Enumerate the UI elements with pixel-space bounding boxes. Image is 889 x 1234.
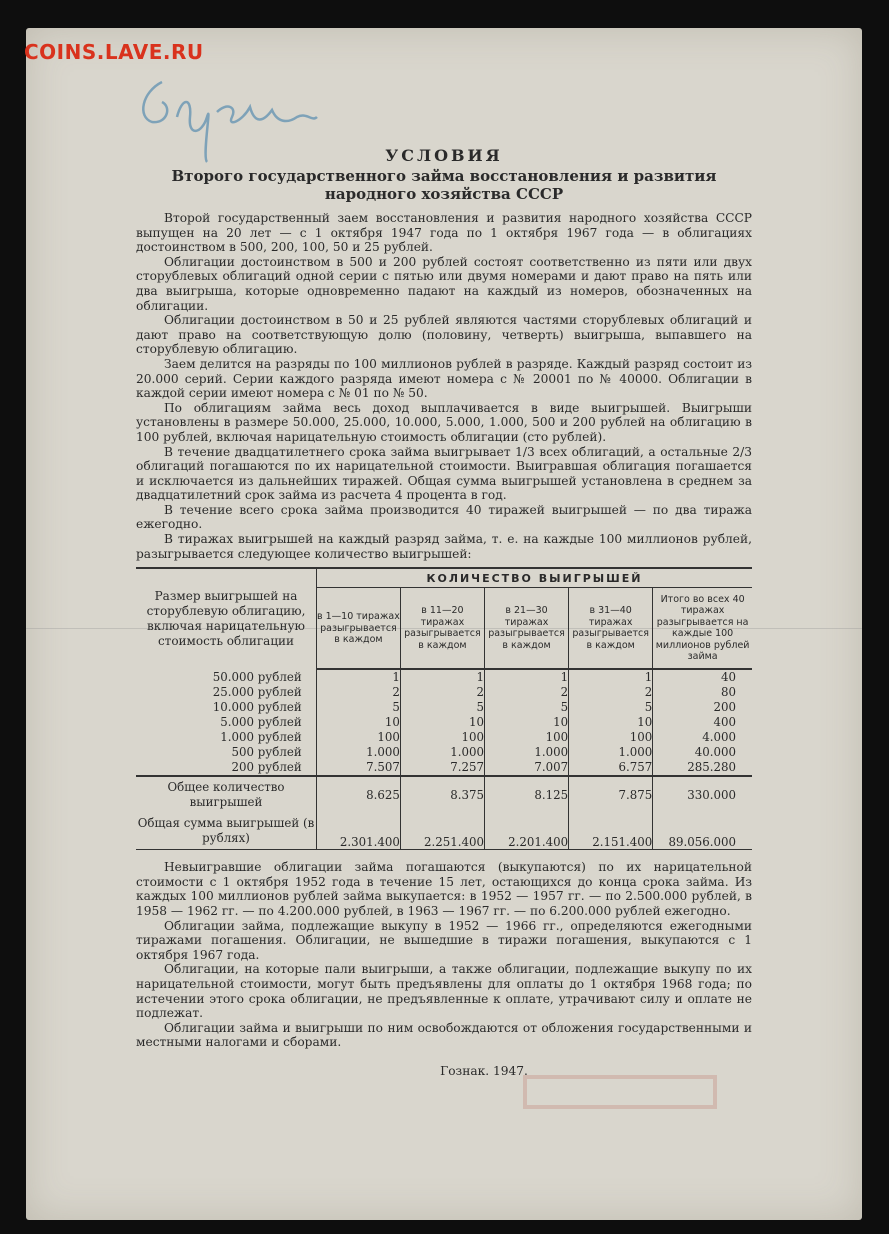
prize-amount bbox=[136, 700, 317, 715]
prize-amount bbox=[136, 730, 317, 745]
table-cell: 10 bbox=[569, 715, 653, 730]
table-cell: 2 bbox=[400, 685, 484, 700]
subtitle-line-2: народного хозяйства СССР bbox=[324, 185, 564, 203]
table-cell: 4.000 bbox=[702, 730, 736, 745]
table-cell: 7.507 bbox=[317, 760, 401, 776]
table-cell: 1 bbox=[569, 669, 653, 685]
table-row bbox=[136, 685, 752, 700]
prize-amount-value: 25.000 bbox=[212, 685, 254, 700]
table-cell: 1 bbox=[317, 669, 401, 685]
paragraph: Облигации достоинством в 50 и 25 рублей являются частями сторублевых облигаций и дают право на соответствующую долю (половину, четверть) выигрыша, выпавшего на сторублевую облигацию. bbox=[136, 313, 752, 357]
table-cell: 89.056.000 bbox=[653, 813, 752, 850]
total-sum-label: Общая сумма выигрышей (в рублях) bbox=[136, 813, 317, 850]
table-cell: 5 bbox=[317, 700, 401, 715]
table-cell: 5 bbox=[400, 700, 484, 715]
paragraph: Облигации займа, подлежащие выкупу в 1952 — 1966 гг., определяются ежегодными тиражами погашения. Облигации, не вышедшие в тиражи погашения, выкупаются с 1 октября 1967 года. bbox=[136, 918, 752, 962]
table-cell: 2 bbox=[569, 685, 653, 700]
table-cell: 8.125 bbox=[484, 776, 568, 813]
table-row-total-sum bbox=[136, 813, 752, 850]
table-cell: 1.000 bbox=[317, 745, 401, 760]
winnings-table bbox=[136, 567, 752, 850]
table-cell: 10 bbox=[317, 715, 401, 730]
table-cell: 7.007 bbox=[484, 760, 568, 776]
prize-amount bbox=[136, 669, 317, 685]
table-cell: 2 bbox=[317, 685, 401, 700]
table-cell: 1.000 bbox=[569, 745, 653, 760]
paragraph: Облигации достоинством в 500 и 200 рублей состоят соответственно из пяти или двух сторублевых облигаций одной серии с пятью или двумя номерами и дают право на пять или два выигрыша, которые одновременно падают на каждый из номеров, обозначенных на облигации. bbox=[136, 254, 752, 313]
table-cell: 200 bbox=[713, 700, 736, 715]
table-cell: 2.151.400 bbox=[569, 813, 653, 850]
table-cell: 5 bbox=[569, 700, 653, 715]
faded-stamp-icon bbox=[520, 1072, 720, 1112]
table-cell: 2.301.400 bbox=[317, 813, 401, 850]
prize-amount-unit: рублей bbox=[257, 745, 302, 760]
paragraph: Заем делится на разряды по 100 миллионов рублей в разряде. Каждый разряд состоит из 20.000 серий. Серии каждого разряда имеют номера с № 20001 по № 40000. Облигации в каждой серии имеют номера с № 01 по № 50. bbox=[136, 356, 752, 401]
paragraph: Второй государственный заем восстановления и развития народного хозяйства СССР выпущен на 20 лет — с 1 октября 1947 года по 1 октября 1967 года — в облигациях достоинством в 500, 200, 100, 50 и 25 рублей. bbox=[136, 211, 752, 255]
paragraph: В тиражах выигрышей на каждый разряд займа, т. е. на каждые 100 миллионов рублей, разыгрывается следующее количество выигрышей: bbox=[136, 532, 752, 561]
table-cell: 80 bbox=[720, 685, 736, 700]
prize-amount-unit: рублей bbox=[257, 700, 302, 715]
table-row bbox=[136, 715, 752, 730]
prize-amount-value: 50.000 bbox=[212, 669, 254, 684]
prize-amount-value: 500 bbox=[231, 745, 254, 760]
table-cell: 6.757 bbox=[569, 760, 653, 776]
table-cell: 1 bbox=[400, 669, 484, 685]
table-cell: 10 bbox=[400, 715, 484, 730]
table-cell: 1.000 bbox=[400, 745, 484, 760]
paragraph: По облигациям займа весь доход выплачивается в виде выигрышей. Выигрыши установлены в размере 50.000, 25.000, 10.000, 5.000, 1.000, 500 и 200 рублей на облигацию в 100 рублей, включая нарицательную стоимость облигации (сто рублей). bbox=[136, 400, 752, 444]
column-header: в 31—40 тиражах разыгрывается в каждом bbox=[569, 588, 653, 670]
prize-amount-unit: рублей bbox=[257, 715, 302, 730]
column-header: в 11—20 тиражах разыгрывается в каждом bbox=[400, 588, 484, 670]
table-cell: 400 bbox=[713, 715, 736, 730]
table-cell: 100 bbox=[569, 730, 653, 745]
table-cell: 40.000 bbox=[694, 745, 736, 760]
prize-amount-unit: рублей bbox=[257, 669, 302, 684]
table-cell: 285.280 bbox=[687, 760, 736, 775]
paragraph: В течение двадцатилетнего срока займа выигрывает 1/3 всех облигаций, а остальные 2/3 облигаций погашаются по их нарицательной стоимости. Выигравшая облигация погашается и исключается из дальнейших тиражей. Общая сумма выигрышей установлена в среднем за двадцатилетний срок займа из расчета 4 процента в год. bbox=[136, 444, 752, 503]
table-cell: 100 bbox=[400, 730, 484, 745]
table-body bbox=[136, 669, 752, 776]
table-cell: 330.000 bbox=[653, 776, 752, 813]
watermark: COINS.LAVE.RU bbox=[24, 40, 204, 64]
table-row-header: Размер выигрышей на сторублевую облигацию, включая нарицательную стоимость облигации bbox=[136, 568, 317, 669]
prize-amount-unit: рублей bbox=[257, 685, 302, 700]
document-body bbox=[136, 146, 752, 1078]
total-count-label: Общее количество выигрышей bbox=[136, 776, 317, 813]
table-row-total-count bbox=[136, 776, 752, 813]
column-header: в 21—30 тиражах разыгрывается в каждом bbox=[484, 588, 568, 670]
table-cell: 1.000 bbox=[484, 745, 568, 760]
column-header: Итого во всех 40 тиражах разыгрывается на каждые 100 миллионов рублей займа bbox=[653, 588, 752, 670]
table-cell: 2 bbox=[484, 685, 568, 700]
prize-amount bbox=[136, 715, 317, 730]
table-row bbox=[136, 700, 752, 715]
table-cell: 7.875 bbox=[569, 776, 653, 813]
table-cell: 1 bbox=[484, 669, 568, 685]
column-header: в 1—10 тиражах разыгрывается в каждом bbox=[317, 588, 401, 670]
table-cell: 2.251.400 bbox=[400, 813, 484, 850]
document-subtitle bbox=[136, 167, 752, 203]
prize-amount-value: 10.000 bbox=[212, 700, 254, 715]
table-cell: 8.375 bbox=[400, 776, 484, 813]
table-cell: 40 bbox=[720, 670, 736, 685]
paragraph: Облигации, на которые пали выигрыши, а также облигации, подлежащие выкупу по их нарицательной стоимости, могут быть предъявлены для оплаты до 1 октября 1968 года; по истечении этого срока облигации, не предъявленные к оплате, утрачивают силу и оплате не подлежат. bbox=[136, 962, 752, 1021]
paragraph: В течение всего срока займа производится 40 тиражей выигрышей — по два тиража ежегодно. bbox=[136, 502, 752, 532]
table-row bbox=[136, 760, 752, 776]
table-cell: 5 bbox=[484, 700, 568, 715]
subtitle-line-1: Второго государственного займа восстановления и развития bbox=[171, 167, 717, 185]
prize-amount bbox=[136, 760, 317, 776]
prize-amount bbox=[136, 685, 317, 700]
prize-amount-value: 1.000 bbox=[220, 730, 254, 745]
table-cell: 7.257 bbox=[400, 760, 484, 776]
table-cell: 10 bbox=[484, 715, 568, 730]
table-row bbox=[136, 730, 752, 745]
table-cell: 100 bbox=[317, 730, 401, 745]
printer-imprint: Гознак. 1947. bbox=[440, 1063, 528, 1078]
table-cell: 100 bbox=[484, 730, 568, 745]
table-cell: 2.201.400 bbox=[484, 813, 568, 850]
table-row bbox=[136, 669, 752, 685]
prize-amount-unit: рублей bbox=[257, 730, 302, 745]
prize-amount-value: 5.000 bbox=[220, 715, 254, 730]
prize-amount-unit: рублей bbox=[257, 760, 302, 775]
table-group-header: КОЛИЧЕСТВО ВЫИГРЫШЕЙ bbox=[317, 568, 753, 588]
prize-amount bbox=[136, 745, 317, 760]
prize-amount-value: 200 bbox=[231, 760, 254, 775]
paragraph: Невыигравшие облигации займа погашаются (выкупаются) по их нарицательной стоимости с 1 октября 1952 года в течение 15 лет, остающихся до конца срока займа. Из каждых 100 миллионов рублей займа выкупается: в 1952 — 1957 гг. — по 2.500.000 рублей, в 1958 — 1962 гг. — по 4.200.000 рублей, в 1963 — 1967 гг. — по 6.200.000 рублей ежегодно. bbox=[136, 860, 752, 919]
table-cell: 8.625 bbox=[317, 776, 401, 813]
table-row bbox=[136, 745, 752, 760]
document-title: УСЛОВИЯ bbox=[385, 146, 503, 165]
paragraph: Облигации займа и выигрыши по ним освобождаются от обложения государственными и местными налогами и сборами. bbox=[136, 1020, 752, 1050]
